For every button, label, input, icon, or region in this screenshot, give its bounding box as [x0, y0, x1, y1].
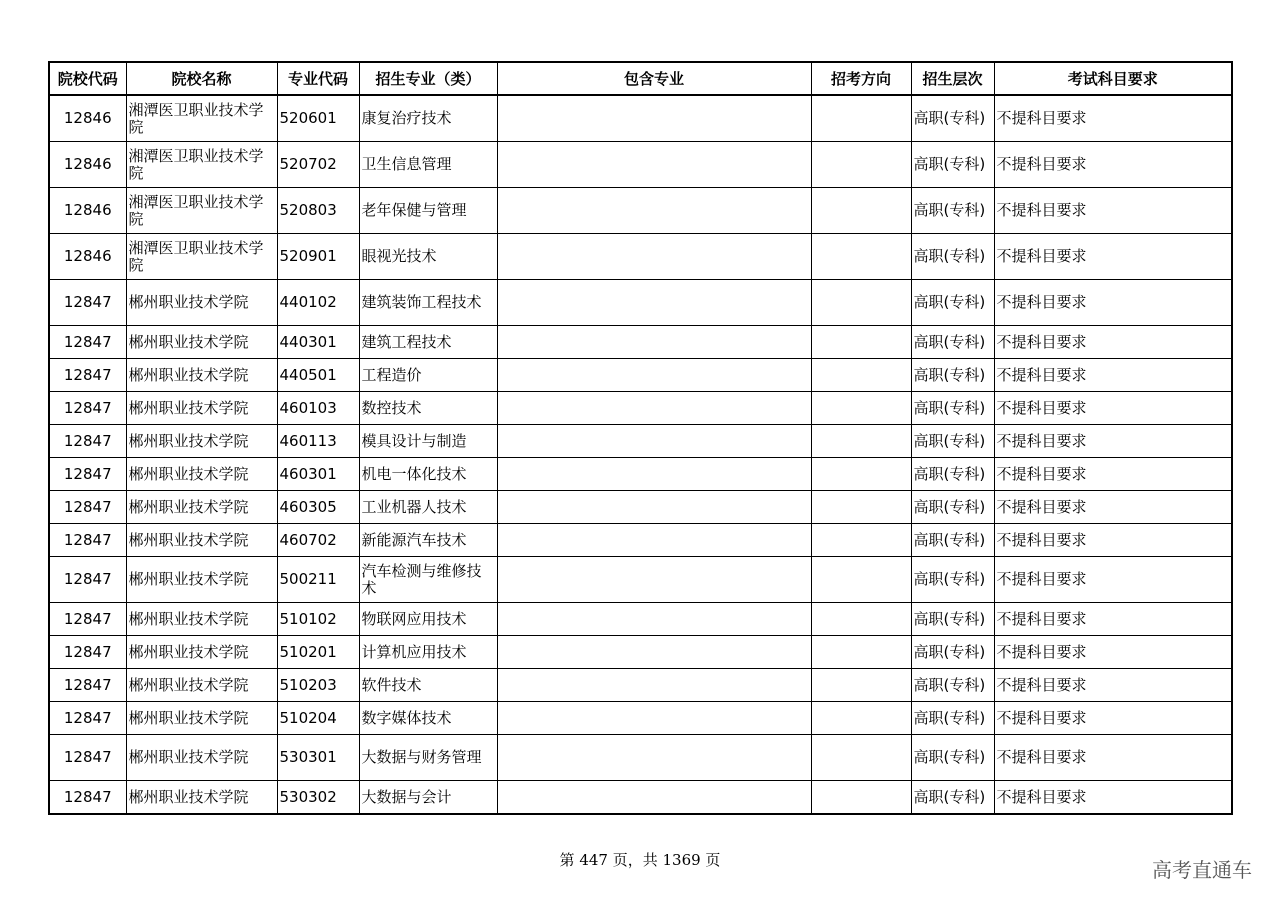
cell-major: 计算机应用技术: [359, 636, 497, 669]
cell-included-majors: [497, 636, 811, 669]
cell-level: 高职(专科): [911, 188, 994, 234]
cell-school-name: 郴州职业技术学院: [126, 781, 277, 815]
cell-major-code: 460103: [277, 392, 359, 425]
cell-included-majors: [497, 95, 811, 142]
cell-school-code: 12846: [49, 188, 126, 234]
cell-major-code: 520901: [277, 234, 359, 280]
cell-subject-requirement: 不提科目要求: [994, 425, 1232, 458]
cell-subject-requirement: 不提科目要求: [994, 392, 1232, 425]
cell-level: 高职(专科): [911, 359, 994, 392]
cell-included-majors: [497, 781, 811, 815]
cell-level: 高职(专科): [911, 142, 994, 188]
cell-level: 高职(专科): [911, 669, 994, 702]
cell-school-name: 郴州职业技术学院: [126, 491, 277, 524]
cell-direction: [811, 636, 911, 669]
table-row: [49, 524, 1232, 557]
cell-included-majors: [497, 142, 811, 188]
cell-direction: [811, 524, 911, 557]
cell-school-name: 郴州职业技术学院: [126, 557, 277, 603]
table-row: [49, 669, 1232, 702]
cell-level: 高职(专科): [911, 636, 994, 669]
cell-major: 工程造价: [359, 359, 497, 392]
cell-subject-requirement: 不提科目要求: [994, 326, 1232, 359]
cell-major-code: 510201: [277, 636, 359, 669]
cell-school-code: 12847: [49, 603, 126, 636]
cell-subject-requirement: 不提科目要求: [994, 359, 1232, 392]
cell-major-code: 520601: [277, 95, 359, 142]
cell-school-code: 12847: [49, 392, 126, 425]
cell-included-majors: [497, 524, 811, 557]
cell-level: 高职(专科): [911, 557, 994, 603]
cell-included-majors: [497, 557, 811, 603]
cell-subject-requirement: 不提科目要求: [994, 95, 1232, 142]
cell-major-code: 460113: [277, 425, 359, 458]
cell-major: 大数据与会计: [359, 781, 497, 815]
header-school-name: 院校名称: [126, 62, 277, 95]
header-major-code: 专业代码: [277, 62, 359, 95]
cell-level: 高职(专科): [911, 491, 994, 524]
cell-major: 大数据与财务管理: [359, 735, 497, 781]
cell-included-majors: [497, 491, 811, 524]
header-major: 招生专业（类）: [359, 62, 497, 95]
cell-school-name: 郴州职业技术学院: [126, 603, 277, 636]
header-subject-requirement: 考试科目要求: [994, 62, 1232, 95]
cell-level: 高职(专科): [911, 524, 994, 557]
cell-direction: [811, 280, 911, 326]
cell-school-name: 郴州职业技术学院: [126, 392, 277, 425]
cell-school-code: 12847: [49, 669, 126, 702]
page-number: 第 447 页，共 1369 页: [559, 851, 721, 869]
cell-subject-requirement: 不提科目要求: [994, 781, 1232, 815]
table-row: [49, 425, 1232, 458]
cell-included-majors: [497, 603, 811, 636]
cell-subject-requirement: 不提科目要求: [994, 557, 1232, 603]
table-row: [49, 392, 1232, 425]
cell-subject-requirement: 不提科目要求: [994, 491, 1232, 524]
cell-subject-requirement: 不提科目要求: [994, 603, 1232, 636]
header-direction: 招考方向: [811, 62, 911, 95]
cell-school-name: 湘潭医卫职业技术学院: [126, 234, 277, 280]
cell-direction: [811, 557, 911, 603]
table-row: [49, 491, 1232, 524]
cell-school-name: 湘潭医卫职业技术学院: [126, 142, 277, 188]
cell-major: 新能源汽车技术: [359, 524, 497, 557]
cell-major-code: 460301: [277, 458, 359, 491]
cell-school-code: 12847: [49, 557, 126, 603]
cell-subject-requirement: 不提科目要求: [994, 188, 1232, 234]
cell-included-majors: [497, 425, 811, 458]
cell-major-code: 510102: [277, 603, 359, 636]
table-row: [49, 781, 1232, 815]
cell-major: 数字媒体技术: [359, 702, 497, 735]
cell-school-code: 12847: [49, 524, 126, 557]
cell-major: 眼视光技术: [359, 234, 497, 280]
cell-major: 模具设计与制造: [359, 425, 497, 458]
table-row: [49, 142, 1232, 188]
cell-included-majors: [497, 280, 811, 326]
cell-school-name: 湘潭医卫职业技术学院: [126, 188, 277, 234]
cell-included-majors: [497, 458, 811, 491]
cell-school-code: 12847: [49, 280, 126, 326]
cell-subject-requirement: 不提科目要求: [994, 142, 1232, 188]
cell-school-name: 郴州职业技术学院: [126, 359, 277, 392]
cell-major: 汽车检测与维修技术: [359, 557, 497, 603]
cell-included-majors: [497, 702, 811, 735]
cell-included-majors: [497, 735, 811, 781]
cell-school-code: 12847: [49, 636, 126, 669]
cell-school-name: 郴州职业技术学院: [126, 669, 277, 702]
cell-school-code: 12847: [49, 359, 126, 392]
cell-school-code: 12847: [49, 702, 126, 735]
table-row: [49, 234, 1232, 280]
cell-direction: [811, 425, 911, 458]
table-row: [49, 735, 1232, 781]
cell-school-code: 12846: [49, 95, 126, 142]
table-row: [49, 359, 1232, 392]
header-school-code: 院校代码: [49, 62, 126, 95]
cell-subject-requirement: 不提科目要求: [994, 636, 1232, 669]
table-row: [49, 702, 1232, 735]
table-row: [49, 188, 1232, 234]
cell-level: 高职(专科): [911, 603, 994, 636]
cell-major-code: 510204: [277, 702, 359, 735]
header-included-majors: 包含专业: [497, 62, 811, 95]
cell-major-code: 510203: [277, 669, 359, 702]
table-row: [49, 636, 1232, 669]
cell-level: 高职(专科): [911, 702, 994, 735]
cell-major: 软件技术: [359, 669, 497, 702]
cell-major: 老年保健与管理: [359, 188, 497, 234]
cell-school-code: 12847: [49, 425, 126, 458]
cell-level: 高职(专科): [911, 392, 994, 425]
cell-direction: [811, 735, 911, 781]
cell-school-name: 郴州职业技术学院: [126, 702, 277, 735]
table-header-row: [49, 62, 1232, 95]
cell-major-code: 440301: [277, 326, 359, 359]
cell-included-majors: [497, 326, 811, 359]
cell-direction: [811, 781, 911, 815]
table-row: [49, 95, 1232, 142]
cell-direction: [811, 234, 911, 280]
table-row: [49, 557, 1232, 603]
cell-direction: [811, 188, 911, 234]
table-body: [49, 95, 1232, 814]
cell-direction: [811, 326, 911, 359]
cell-school-name: 郴州职业技术学院: [126, 280, 277, 326]
cell-school-name: 郴州职业技术学院: [126, 636, 277, 669]
table-row: [49, 458, 1232, 491]
cell-major: 建筑装饰工程技术: [359, 280, 497, 326]
cell-school-code: 12847: [49, 781, 126, 815]
cell-school-code: 12847: [49, 326, 126, 359]
cell-major: 数控技术: [359, 392, 497, 425]
table-row: [49, 603, 1232, 636]
cell-school-name: 郴州职业技术学院: [126, 458, 277, 491]
cell-included-majors: [497, 234, 811, 280]
cell-school-name: 郴州职业技术学院: [126, 326, 277, 359]
cell-major-code: 500211: [277, 557, 359, 603]
cell-subject-requirement: 不提科目要求: [994, 669, 1232, 702]
cell-school-code: 12847: [49, 491, 126, 524]
cell-major-code: 520803: [277, 188, 359, 234]
cell-major: 物联网应用技术: [359, 603, 497, 636]
cell-school-name: 郴州职业技术学院: [126, 735, 277, 781]
cell-major-code: 440102: [277, 280, 359, 326]
cell-major: 卫生信息管理: [359, 142, 497, 188]
cell-school-code: 12847: [49, 735, 126, 781]
cell-level: 高职(专科): [911, 95, 994, 142]
cell-major: 工业机器人技术: [359, 491, 497, 524]
cell-included-majors: [497, 359, 811, 392]
cell-direction: [811, 458, 911, 491]
cell-school-name: 郴州职业技术学院: [126, 524, 277, 557]
cell-level: 高职(专科): [911, 735, 994, 781]
cell-level: 高职(专科): [911, 280, 994, 326]
cell-included-majors: [497, 188, 811, 234]
cell-included-majors: [497, 392, 811, 425]
header-level: 招生层次: [911, 62, 994, 95]
cell-major: 机电一体化技术: [359, 458, 497, 491]
cell-school-code: 12847: [49, 458, 126, 491]
cell-level: 高职(专科): [911, 781, 994, 815]
cell-direction: [811, 669, 911, 702]
cell-major-code: 520702: [277, 142, 359, 188]
cell-major-code: 530302: [277, 781, 359, 815]
cell-subject-requirement: 不提科目要求: [994, 702, 1232, 735]
cell-level: 高职(专科): [911, 234, 994, 280]
cell-major-code: 440501: [277, 359, 359, 392]
cell-school-name: 郴州职业技术学院: [126, 425, 277, 458]
cell-direction: [811, 491, 911, 524]
cell-direction: [811, 359, 911, 392]
cell-direction: [811, 142, 911, 188]
cell-subject-requirement: 不提科目要求: [994, 735, 1232, 781]
cell-major: 建筑工程技术: [359, 326, 497, 359]
table-row: [49, 326, 1232, 359]
watermark: 高考直通车: [1152, 858, 1252, 882]
cell-subject-requirement: 不提科目要求: [994, 280, 1232, 326]
cell-subject-requirement: 不提科目要求: [994, 234, 1232, 280]
cell-school-code: 12846: [49, 234, 126, 280]
cell-direction: [811, 603, 911, 636]
cell-major: 康复治疗技术: [359, 95, 497, 142]
cell-level: 高职(专科): [911, 458, 994, 491]
cell-direction: [811, 95, 911, 142]
cell-school-name: 湘潭医卫职业技术学院: [126, 95, 277, 142]
cell-subject-requirement: 不提科目要求: [994, 524, 1232, 557]
table-row: [49, 280, 1232, 326]
cell-school-code: 12846: [49, 142, 126, 188]
admissions-table: [48, 61, 1233, 815]
cell-major-code: 530301: [277, 735, 359, 781]
cell-subject-requirement: 不提科目要求: [994, 458, 1232, 491]
cell-level: 高职(专科): [911, 326, 994, 359]
cell-major-code: 460305: [277, 491, 359, 524]
cell-direction: [811, 392, 911, 425]
cell-direction: [811, 702, 911, 735]
cell-major-code: 460702: [277, 524, 359, 557]
cell-level: 高职(专科): [911, 425, 994, 458]
cell-included-majors: [497, 669, 811, 702]
